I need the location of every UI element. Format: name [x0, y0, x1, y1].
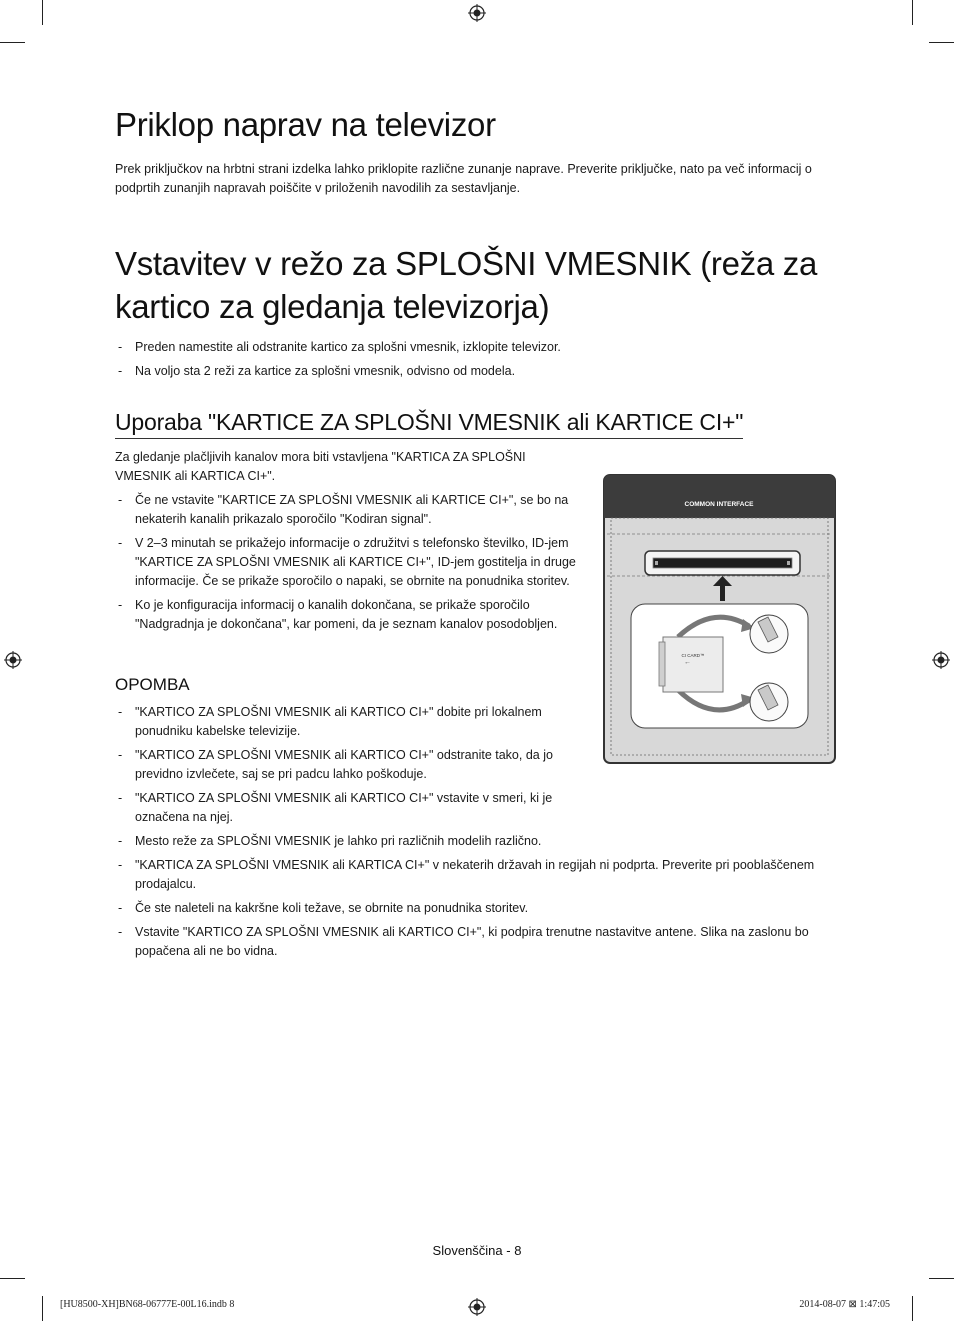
- list-item: - "KARTICO ZA SPLOŠNI VMESNIK ali KARTICO CI+" vstavite v smeri, ki je označena na njej.: [115, 789, 585, 827]
- subsection-title: Uporaba "KARTICE ZA SPLOŠNI VMESNIK ali KARTICE CI+": [115, 409, 743, 439]
- subsection-intro: Za gledanje plačljivih kanalov mora biti vstavljena "KARTICA ZA SPLOŠNI VMESNIK ali KARTICA CI+".: [115, 450, 526, 483]
- crop-mark: [42, 1296, 43, 1321]
- list-item: - "KARTICO ZA SPLOŠNI VMESNIK ali KARTICO CI+" dobite pri lokalnem ponudniku kabelske televizije.: [115, 703, 585, 741]
- registration-mark-icon: [468, 1298, 486, 1316]
- list-item: - Na voljo sta 2 reži za kartice za splošni vmesnik, odvisno od modela.: [115, 362, 835, 381]
- crop-mark: [912, 1296, 913, 1321]
- list-item: - "KARTICA ZA SPLOŠNI VMESNIK ali KARTICA CI+" v nekaterih državah in regijah ni podprta. Preverite pri pooblaščenem prodajalcu.: [115, 856, 843, 894]
- subsection-bullet-list: [115, 491, 585, 639]
- crop-mark: [42, 0, 43, 25]
- section-bullet-list: [115, 338, 835, 386]
- crop-mark: [0, 1278, 25, 1279]
- list-item: - Če ste naleteli na kakršne koli težave, se obrnite na ponudnika storitev.: [115, 899, 843, 918]
- crop-mark: [929, 42, 954, 43]
- tv-panel-header: [604, 475, 835, 518]
- note-bullet-list-wide: [115, 832, 843, 966]
- ci-card-illustration: [603, 474, 836, 764]
- registration-mark-icon: [468, 4, 486, 22]
- list-item: - "KARTICO ZA SPLOŠNI VMESNIK ali KARTICO CI+" odstranite tako, da jo previdno izvlečete, saj se pri padcu lahko poškoduje.: [115, 746, 585, 784]
- print-slug-left: [HU8500-XH]BN68-06777E-00L16.indb 8: [60, 1299, 235, 1310]
- section-title: Vstavitev v režo za SPLOŠNI VMESNIK (reža za kartico za gledanja televizorja): [115, 245, 818, 325]
- list-item: - Ko je konfiguracija informacij o kanalih dokončana, se prikaže sporočilo "Nadgradnja je dokončana", kar pomeni, da je seznam kanalov posodobljen.: [115, 596, 585, 634]
- list-item: - Mesto reže za SPLOŠNI VMESNIK je lahko pri različnih modelih različno.: [115, 832, 843, 851]
- print-slug-right: 2014-08-07 ⊠ 1:47:05: [799, 1299, 890, 1310]
- page-title: Priklop naprav na televizor: [115, 106, 496, 143]
- crop-mark: [0, 42, 25, 43]
- intro-paragraph: Prek priključkov na hrbtni strani izdelka lahko priklopite različne zunanje naprave. Preverite priključke, nato pa več informacij o podprtih zunanjih napravah poiščite v priloženih navodilih za sestavljanje.: [115, 162, 812, 195]
- arrow-left-icon: ←: [684, 659, 691, 666]
- list-item: - Če ne vstavite "KARTICE ZA SPLOŠNI VMESNIK ali KARTICE CI+", se bo na nekaterih kanalih prikazalo sporočilo "Kodiran signal".: [115, 491, 585, 529]
- card-label: CI CARD™: [681, 653, 705, 658]
- list-item: - Vstavite "KARTICO ZA SPLOŠNI VMESNIK ali KARTICO CI+", ki podpira trenutne nastavitve antene. Slika na zaslonu bo popačena ali ne bo vidna.: [115, 923, 843, 961]
- crop-mark: [929, 1278, 954, 1279]
- crop-mark: [912, 0, 913, 25]
- note-title: OPOMBA: [115, 675, 190, 694]
- page-number: Slovenščina - 8: [432, 1243, 522, 1258]
- list-item: - V 2–3 minutah se prikažejo informacije o združitvi s telefonsko številko, ID-jem "KARTICE ZA SPLOŠNI VMESNIK ali KARTICE CI+", ID-jem gostitelja in druge informacije. Če se prikaže sporočilo o napaki, se obrnite na ponudnika storitev.: [115, 534, 585, 591]
- registration-mark-icon: [932, 651, 950, 669]
- note-bullet-list: [115, 703, 585, 832]
- registration-mark-icon: [4, 651, 22, 669]
- ci-card: [663, 637, 723, 692]
- list-item: - Preden namestite ali odstranite kartico za splošni vmesnik, izklopite televizor.: [115, 338, 835, 357]
- panel-label: COMMON INTERFACE: [684, 501, 754, 508]
